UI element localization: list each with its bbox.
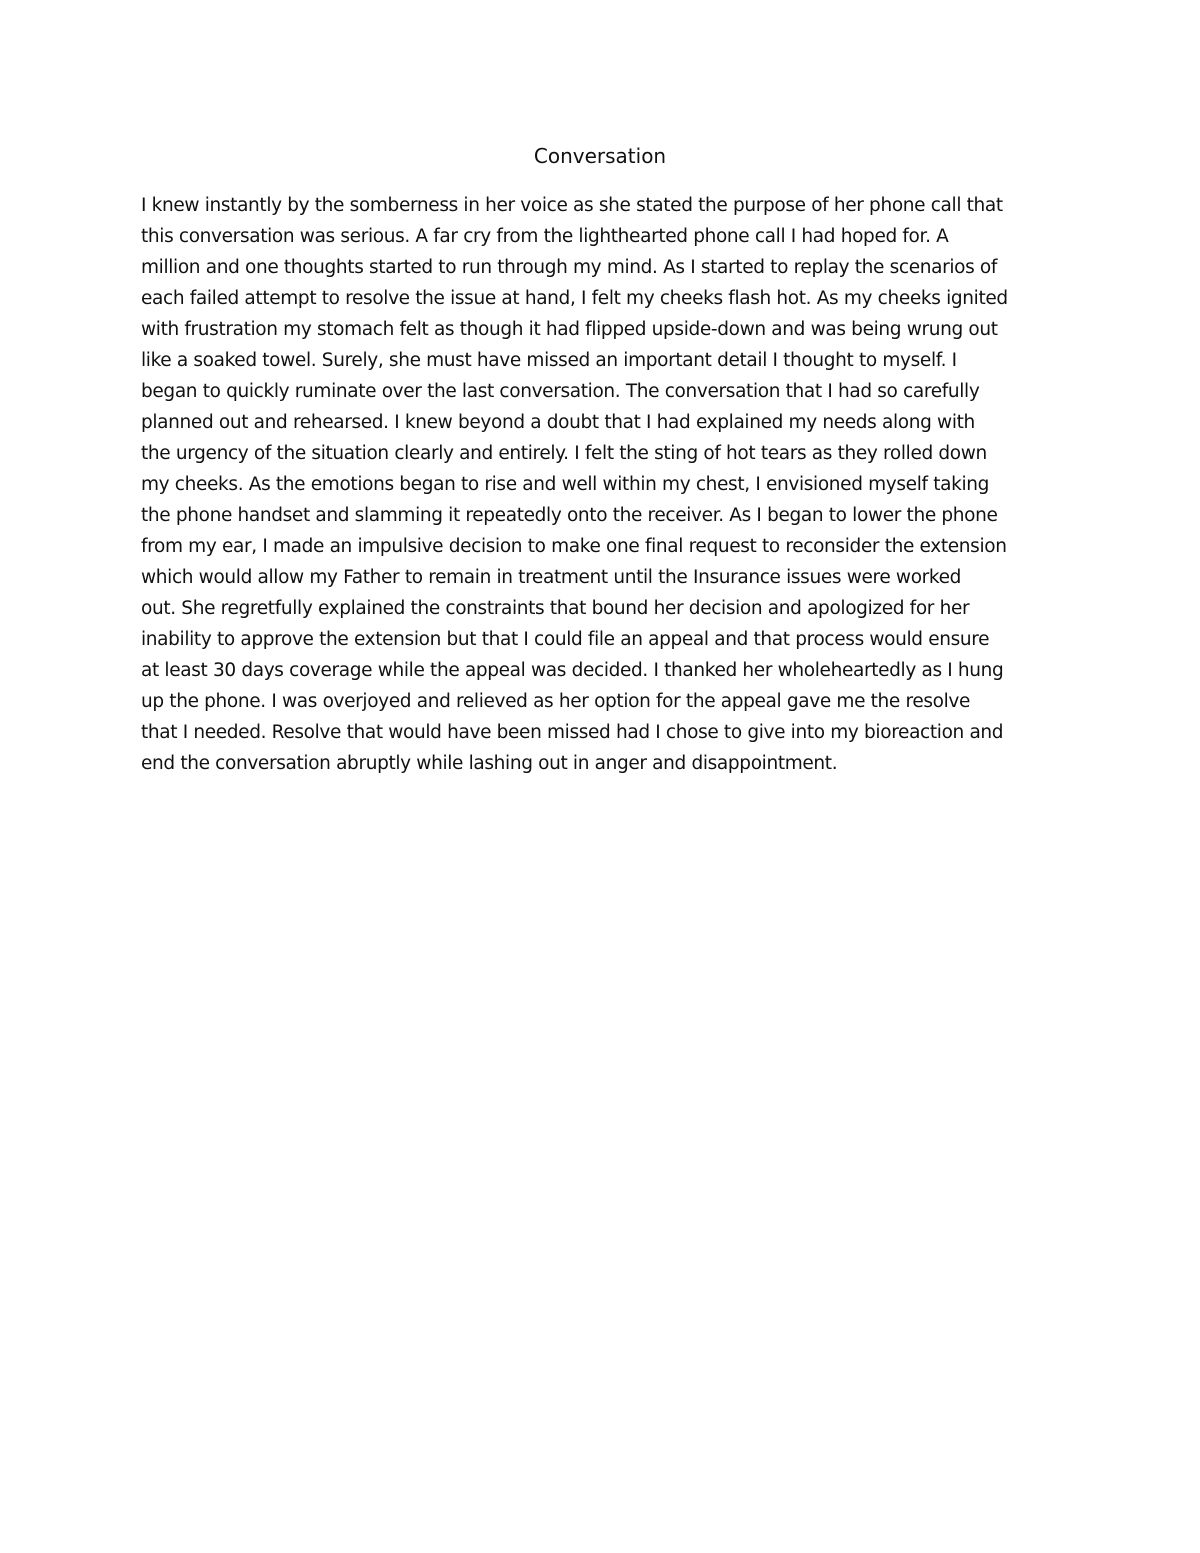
body-line: million and one thoughts started to run through my mind. As I started to replay the scenarios of xyxy=(141,257,998,278)
body-line: the phone handset and slamming it repeatedly onto the receiver. As I began to lower the phone xyxy=(141,505,998,526)
body-line: out. She regretfully explained the constraints that bound her decision and apologized for her xyxy=(141,598,970,619)
body-line: at least 30 days coverage while the appeal was decided. I thanked her wholeheartedly as I hung xyxy=(141,660,1004,681)
body-line: from my ear, I made an impulsive decision to make one final request to reconsider the extension xyxy=(141,536,1007,557)
body-line: began to quickly ruminate over the last conversation. The conversation that I had so carefully xyxy=(141,381,980,402)
body-line: like a soaked towel. Surely, she must have missed an important detail I thought to myself. I xyxy=(141,350,957,371)
document-body xyxy=(141,190,1071,779)
body-line: which would allow my Father to remain in treatment until the Insurance issues were worked xyxy=(141,567,962,588)
body-line: this conversation was serious. A far cry from the lighthearted phone call I had hoped for. A xyxy=(141,226,949,247)
body-line: with frustration my stomach felt as though it had flipped upside-down and was being wrung out xyxy=(141,319,998,340)
body-line: I knew instantly by the somberness in her voice as she stated the purpose of her phone call that xyxy=(141,195,1003,216)
document-title: Conversation xyxy=(533,144,667,168)
body-line: the urgency of the situation clearly and entirely. I felt the sting of hot tears as they rolled down xyxy=(141,443,987,464)
body-line: up the phone. I was overjoyed and relieved as her option for the appeal gave me the resolve xyxy=(141,691,971,712)
body-line: inability to approve the extension but that I could file an appeal and that process would ensure xyxy=(141,629,990,650)
body-line: end the conversation abruptly while lashing out in anger and disappointment. xyxy=(141,753,838,774)
body-line: each failed attempt to resolve the issue at hand, I felt my cheeks flash hot. As my cheeks ignited xyxy=(141,288,1008,309)
body-line: planned out and rehearsed. I knew beyond a doubt that I had explained my needs along with xyxy=(141,412,975,433)
body-line: my cheeks. As the emotions began to rise and well within my chest, I envisioned myself taking xyxy=(141,474,990,495)
body-line: that I needed. Resolve that would have been missed had I chose to give into my bioreaction and xyxy=(141,722,1004,743)
